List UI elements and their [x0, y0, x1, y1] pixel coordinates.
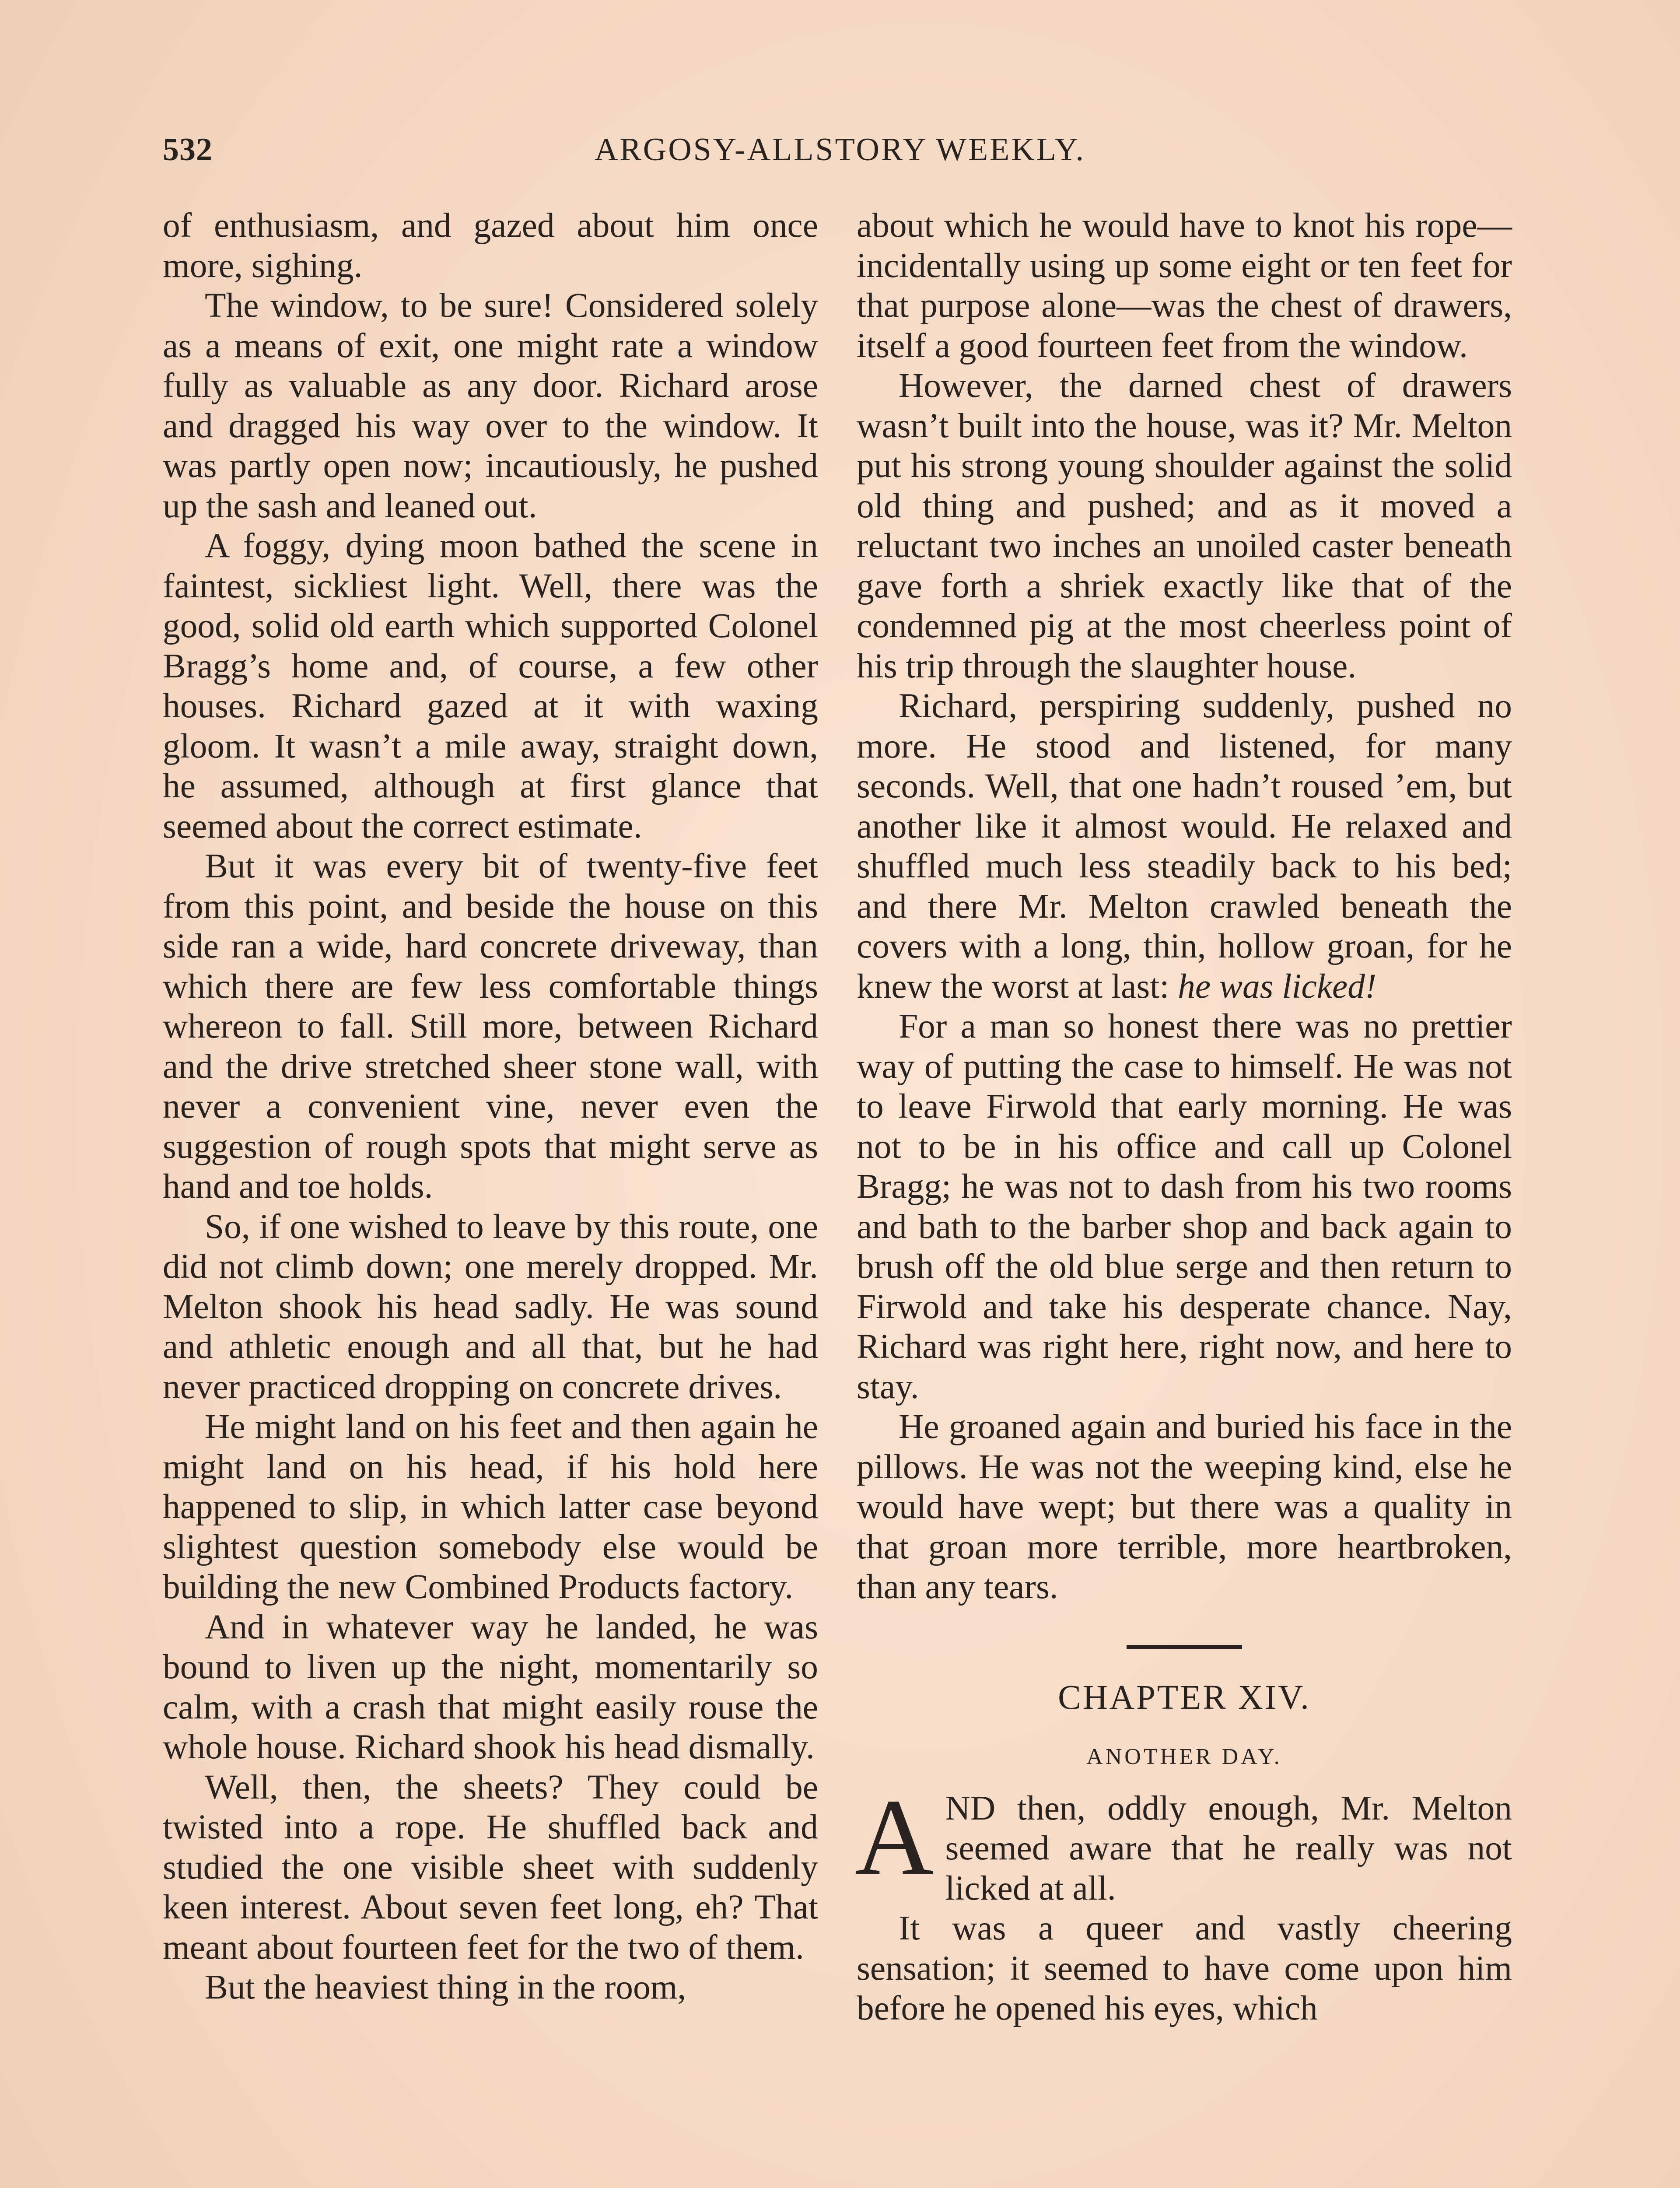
- paragraph: He groaned again and buried his face in the pillows. He was not the weeping kind, else he would have wept; but there was a quality in that groan more terrible, more heartbroken, than any tears.: [857, 1407, 1512, 1606]
- paragraph: of enthusiasm, and gazed about him once more, sighing.: [163, 206, 818, 285]
- paragraph: Well, then, the sheets? They could be twisted into a rope. He shuffled back and studied the one visible sheet with suddenly keen interest. About seven feet long, eh? That meant about fourteen feet for the two of them.: [163, 1767, 818, 1967]
- paragraph: But it was every bit of twenty-five feet from this point, and beside the house on this side ran a wide, hard concrete driveway, than which there are few less comfortable things whereon to fall. Still more, between Richard and the drive stretched sheer stone wall, with never a convenient vine, never even the suggestion of rough spots that might serve as hand and toe holds.: [163, 847, 818, 1206]
- chapter-subtitle: ANOTHER DAY.: [1086, 1744, 1282, 1769]
- drop-cap: A: [855, 1776, 934, 1898]
- left-column: [163, 206, 818, 2008]
- paragraph: However, the darned chest of drawers wasn’t built into the house, was it? Mr. Melton put his strong young shoulder against the solid old thing and pushed; and as it moved a reluctant two inches an unoiled caster beneath gave forth a shriek exactly like that of the condemned pig at the most cheerless point of his trip through the slaughter house.: [857, 366, 1512, 685]
- paragraph: A foggy, dying moon bathed the scene in faintest, sickliest light. Well, there was the good, solid old earth which supported Colonel Bragg’s home and, of course, a few other houses. Richard gazed at it with waxing gloom. It wasn’t a mile away, straight down, he assumed, although at first glance that seemed about the correct estimate.: [163, 526, 818, 845]
- paragraph: [857, 686, 1512, 1006]
- running-head: ARGOSY-ALLSTORY WEEKLY.: [594, 132, 1086, 168]
- paragraph: He might land on his feet and then again he might land on his head, if his hold here happened to slip, in which latter case beyond slightest question somebody else would be building the new Combined Products factory.: [163, 1407, 818, 1606]
- page-number: 532: [163, 132, 213, 168]
- paragraph: about which he would have to knot his rope—incidentally using up some eight or ten feet for that purpose alone—was the chest of drawers, itself a good fourteen feet from the window.: [857, 206, 1512, 365]
- paragraph-text: ND then, oddly enough, Mr. Melton seemed aware that he really was not licked at all.: [945, 1788, 1512, 1907]
- paragraph: And in whatever way he landed, he was bound to liven up the night, momentarily so calm, with a crash that might easily rouse the whole house. Richard shook his head dismally.: [163, 1607, 818, 1766]
- paragraph: But the heaviest thing in the room,: [205, 1968, 686, 2006]
- emphasis-text: he was licked!: [1178, 967, 1377, 1006]
- paragraph-text: Richard, perspiring suddenly, pushed no more. He stood and listened, for many seconds. Well, that one hadn’t roused ’em, but another like it almost would. He relaxed and shuffled much less steadily back to his bed; and there Mr. Melton crawled beneath the covers with a long, thin, hollow groan, for he knew the worst at last:: [857, 687, 1512, 1006]
- right-column: [857, 206, 1512, 2029]
- chapter-title: CHAPTER XIV.: [1058, 1678, 1311, 1717]
- paragraph: It was a queer and vastly cheering sensation; it seemed to have come upon him before he opened his eyes, which: [857, 1909, 1512, 2027]
- page-header: [163, 131, 1517, 179]
- paragraph: So, if one wished to leave by this route, one did not climb down; one merely dropped. Mr. Melton shook his head sadly. He was sound and athletic enough and all that, but he had never practiced dropping on concrete drives.: [163, 1207, 818, 1406]
- paragraph: The window, to be sure! Considered solely as a means of exit, one might rate a window fully as valuable as any door. Richard arose and dragged his way over to the window. It was partly open now; incautiously, he pushed up the sash and leaned out.: [163, 286, 818, 525]
- paragraph: For a man so honest there was no prettier way of putting the case to himself. He was not to leave Firwold that early morning. He was not to be in his office and call up Colonel Bragg; he was not to dash from his two rooms and bath to the barber shop and back again to brush off the old blue serge and then return to Firwold and take his desperate chance. Nay, Richard was right here, right now, and here to stay.: [857, 1007, 1512, 1406]
- chapter-opening-paragraph: [855, 1776, 1512, 1909]
- section-divider: [1127, 1645, 1242, 1649]
